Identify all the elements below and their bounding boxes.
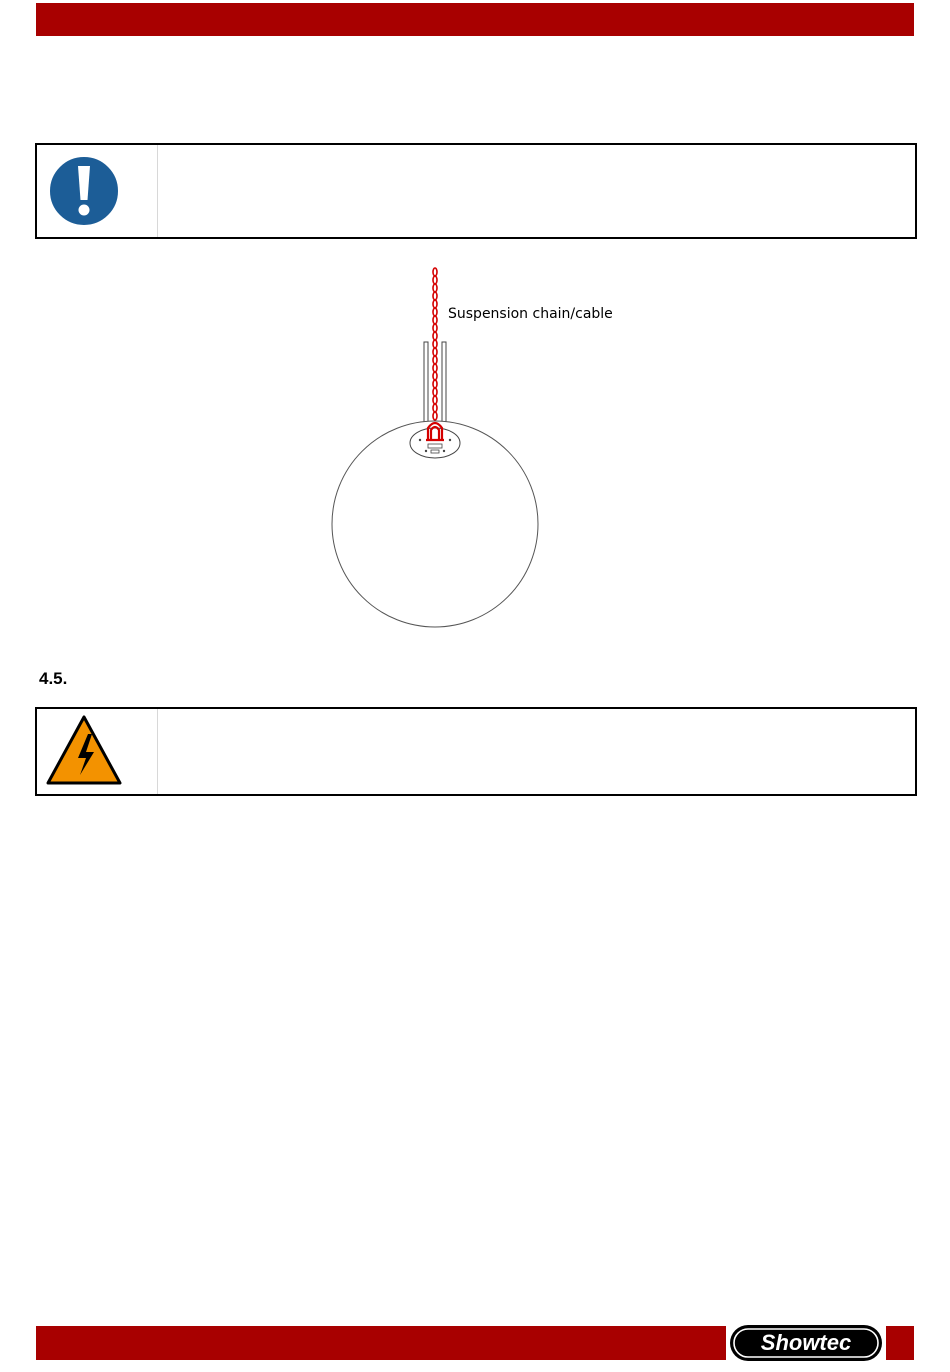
suspension-callout-label: Suspension chain/cable — [448, 306, 613, 322]
notice-icon-cell — [37, 145, 158, 237]
exclamation-mandatory-icon — [37, 145, 157, 237]
section-heading — [39, 669, 81, 689]
suspension-diagram — [300, 262, 650, 632]
showtec-logo-icon — [726, 1319, 886, 1367]
mounting-plate — [410, 428, 460, 458]
header-band — [36, 3, 914, 36]
important-notice-box — [35, 143, 917, 239]
section-number: 4.5. — [39, 669, 68, 688]
safety-poles — [424, 342, 446, 427]
showtec-logo — [726, 1319, 886, 1367]
electrical-hazard-icon — [37, 709, 157, 794]
suspension-chain — [433, 268, 437, 420]
svg-text:Showtec: Showtec — [760, 1330, 852, 1355]
electrical-warning-box — [35, 707, 917, 796]
notice-icon-cell — [37, 709, 158, 794]
